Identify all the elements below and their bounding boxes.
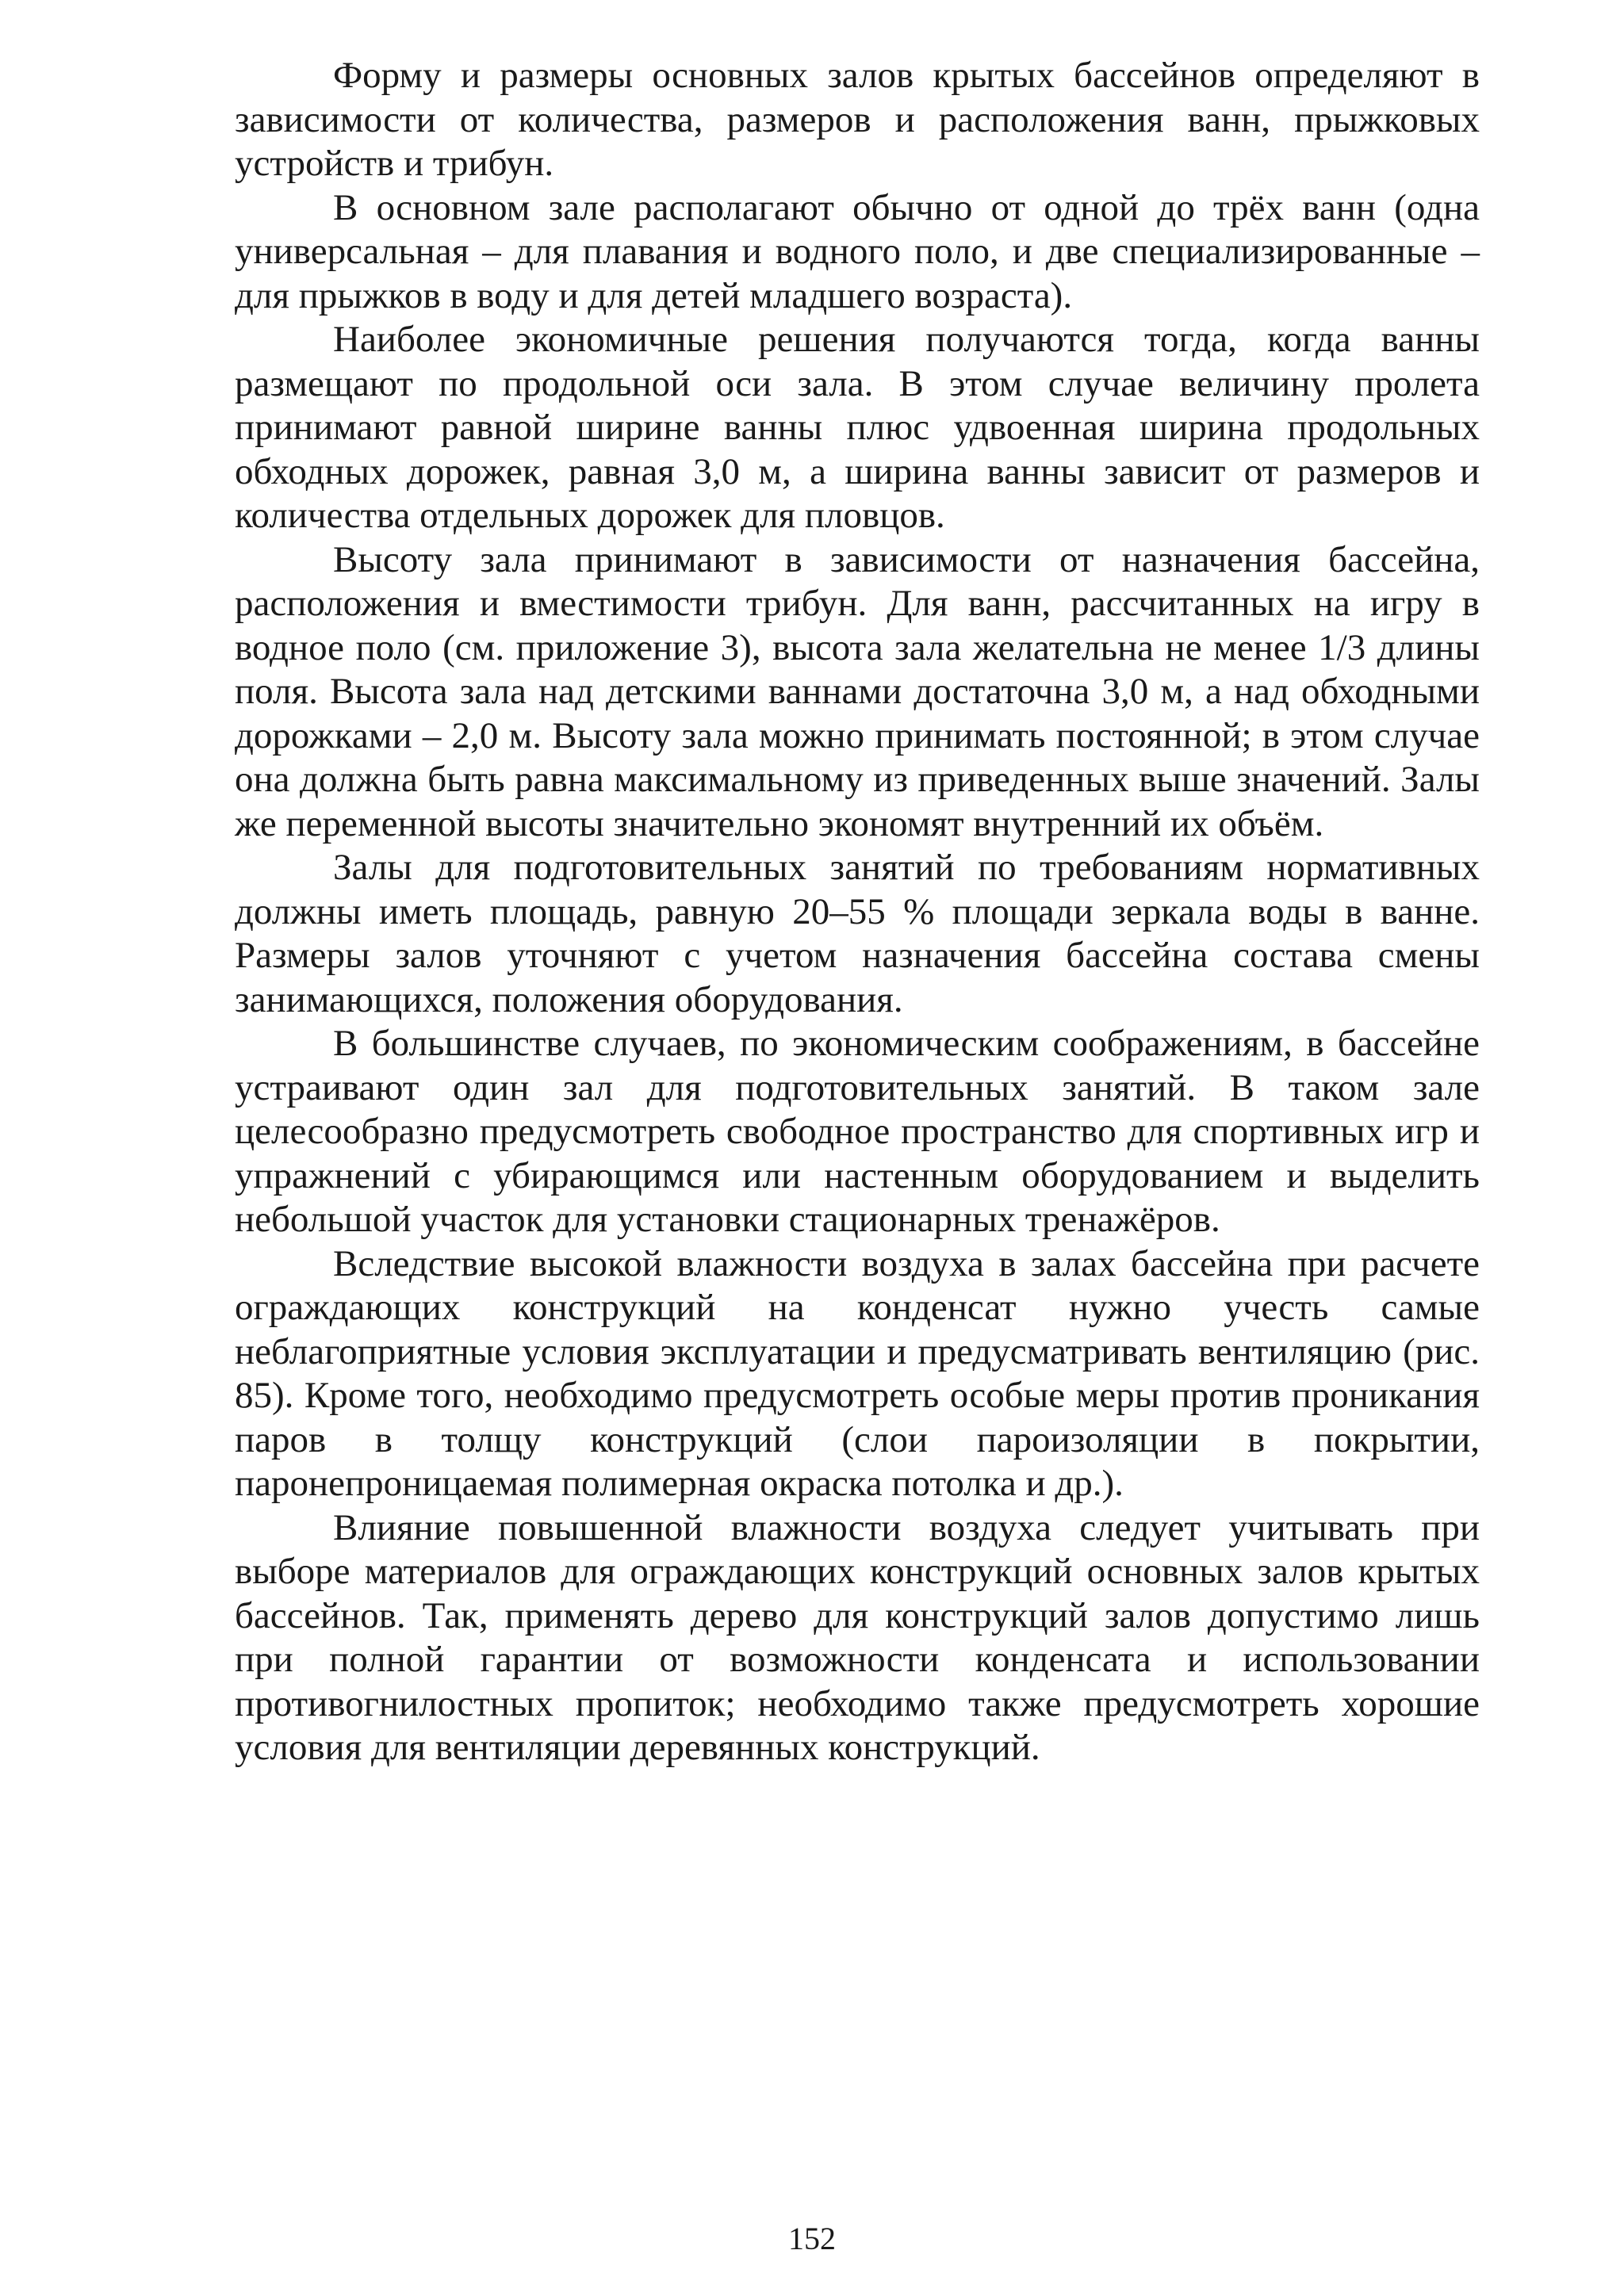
page-body xyxy=(235,54,1480,1770)
paragraph-8: Влияние повышенной влажности воздуха следует учитывать при выборе материалов для ограждающих конструкций основных залов крытых бассейнов. Так, применять дерево для конструкций залов допустимо лишь при полной гарантии от возможности конденсата и использовании противогнилостных пропиток; необходимо также предусмотреть хорошие условия для вентиляции деревянных конструкций. xyxy=(235,1506,1480,1768)
paragraph-4: Высоту зала принимают в зависимости от назначения бассейна, расположения и вместимости трибун. Для ванн, рассчитанных на игру в водное поло (см. приложение 3), высота зала желательна не менее 1/3 длины поля. Высота зала над детскими ваннами достаточна 3,0 м, а над обходными дорожками – 2,0 м. Высоту зала можно принимать постоянной; в этом случае она должна быть равна максимальному из приведенных выше значений. Залы же переменной высоты значительно экономят внутренний их объём. xyxy=(235,538,1480,844)
paragraph-1: Форму и размеры основных залов крытых бассейнов определяют в зависимости от количества, размеров и расположения ванн, прыжковых устройств и трибун. xyxy=(235,55,1480,184)
page-number: 152 xyxy=(788,2221,836,2256)
paragraph-3: Наиболее экономичные решения получаются тогда, когда ванны размещают по продольной оси зала. В этом случае величину пролета принимают равной ширине ванны плюс удвоенная ширина продольных обходных дорожек, равная 3,0 м, а ширина ванны зависит от размеров и количества отдельных дорожек для пловцов. xyxy=(235,319,1480,536)
paragraph-6: В большинстве случаев, по экономическим соображениям, в бассейне устраивают один зал для подготовительных занятий. В таком зале целесообразно предусмотреть свободное пространство для спортивных игр и упражнений с убирающимся или настенным оборудованием и выделить небольшой участок для установки стационарных тренажёров. xyxy=(235,1023,1480,1240)
paragraph-7: Вследствие высокой влажности воздуха в залах бассейна при расчете ограждающих конструкций на конденсат нужно учесть самые неблагоприятные условия эксплуатации и предусматривать вентиляцию (рис. 85). Кроме того, необходимо предусмотреть особые меры против проникания паров в толщу конструкций (слои пароизоляции в покрытии, паронепроницаемая полимерная окраска потолка и др.). xyxy=(235,1242,1480,1504)
paragraph-5: Залы для подготовительных занятий по требованиям нормативных должны иметь площадь, равную 20–55 % площади зеркала воды в ванне. Размеры залов уточняют с учетом назначения бассейна состава смены занимающихся, положения оборудования. xyxy=(235,847,1480,1020)
paragraph-2: В основном зале располагают обычно от одной до трёх ванн (одна универсальная – для плавания и водного поло, и две специализированные – для прыжков в воду и для детей младшего возраста). xyxy=(235,186,1480,316)
